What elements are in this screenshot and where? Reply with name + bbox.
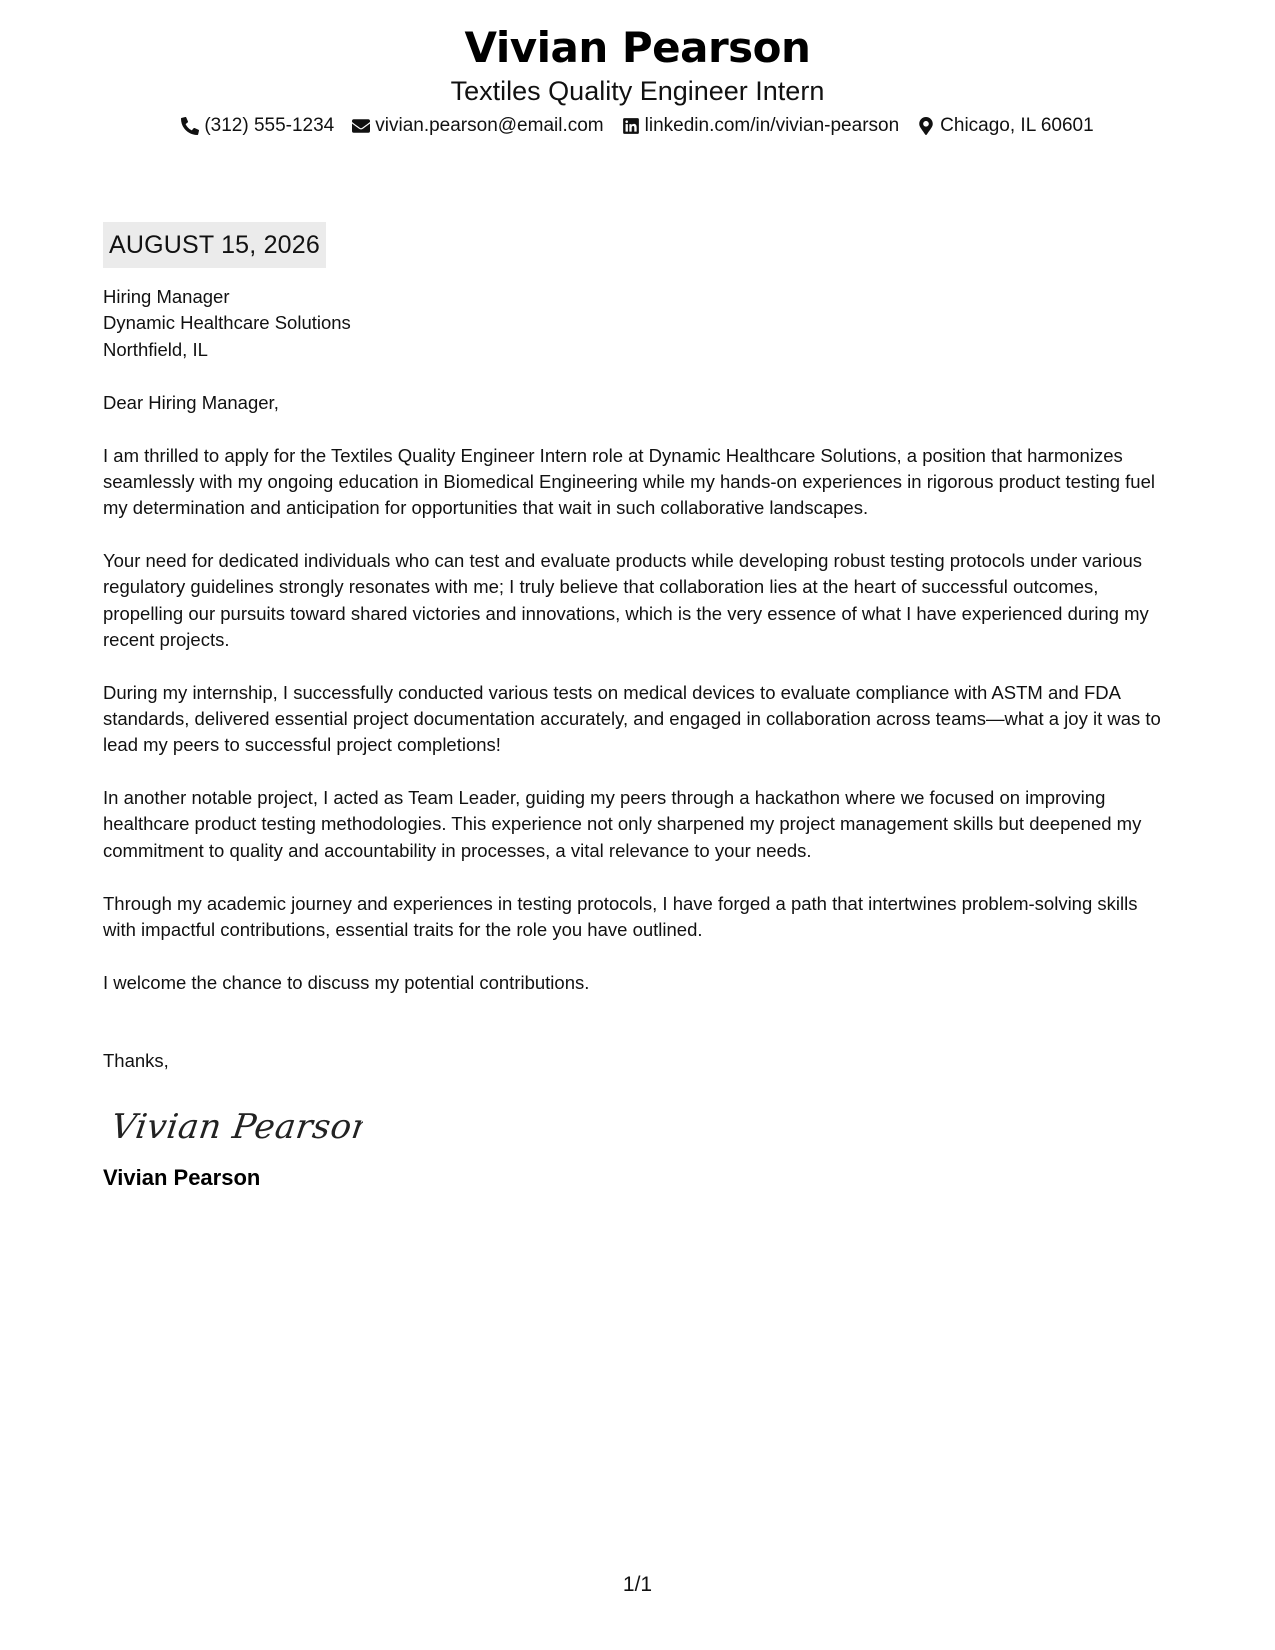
body-paragraph: Through my academic journey and experiences in testing protocols, I have forged a path that intertwines problem-solving skills with impactful contributions, essential traits for the role you have outlined. — [103, 892, 1138, 940]
phone-icon — [181, 117, 199, 135]
letter-header — [0, 20, 1275, 138]
body-paragraph: I am thrilled to apply for the Textiles Quality Engineer Intern role at Dynamic Healthcare Solutions, a position that harmonizes seamlessly with my ongoing education in Biomedical Engineering while my hands-on experiences in rigorous product testing fuel my determination and anticipation for opportunities that wait in such collaborative landscapes. — [103, 444, 1155, 519]
handwritten-signature — [113, 1102, 363, 1150]
letter-date: AUGUST 15, 2026 — [103, 222, 326, 268]
contact-email[interactable] — [352, 114, 603, 138]
phone-text: (312) 555-1234 — [204, 115, 335, 136]
recipient-line: Dynamic Healthcare Solutions — [103, 312, 351, 334]
body-paragraph: During my internship, I successfully conducted various tests on medical devices to evaluate compliance with ASTM and FDA standards, delivered essential project documentation accurately, and engaged in collaboration across teams—what a joy it was to lead my peers to successful project completions! — [103, 681, 1161, 756]
salutation: Dear Hiring Manager, — [103, 391, 279, 413]
email-text: vivian.pearson@email.com — [375, 115, 604, 136]
contact-phone[interactable] — [181, 114, 334, 138]
page-number: 1/1 — [622, 1573, 653, 1596]
contact-bar — [0, 114, 1275, 138]
recipient-block — [103, 284, 1173, 363]
applicant-title: Textiles Quality Engineer Intern — [450, 76, 825, 106]
letter-body — [103, 222, 1173, 1192]
body-paragraph: I welcome the chance to discuss my potential contributions. — [103, 971, 590, 993]
closing: Thanks, — [103, 1049, 169, 1071]
recipient-line: Northfield, IL — [103, 338, 208, 360]
svg-text:Vivian Pearson: Vivian Pearson — [113, 1107, 363, 1148]
body-paragraph: In another notable project, I acted as Team Leader, guiding my peers through a hackathon where we focused on improving healthcare product testing methodologies. This experience not only sharpened my project management skills but deepened my commitment to quality and accountability in processes, a vital relevance to your needs. — [103, 787, 1142, 861]
envelope-icon — [352, 117, 370, 135]
contact-linkedin[interactable] — [622, 114, 900, 138]
linkedin-text: linkedin.com/in/vivian-pearson — [644, 115, 900, 136]
contact-location — [917, 114, 1094, 138]
recipient-line: Hiring Manager — [103, 286, 230, 307]
linkedin-icon — [622, 117, 640, 135]
signer-name: Vivian Pearson — [103, 1165, 261, 1191]
map-marker-icon — [917, 117, 935, 135]
body-paragraph: Your need for dedicated individuals who can test and evaluate products while developing robust testing protocols under various regulatory guidelines strongly resonates with me; I truly believe that collaboration lies at the heart of successful outcomes, propelling our pursuits toward shared victories and innovations, which is the very essence of what I have experienced during my recent projects. — [103, 550, 1149, 650]
applicant-name: Vivian Pearson — [464, 23, 811, 72]
location-text: Chicago, IL 60601 — [940, 115, 1094, 136]
